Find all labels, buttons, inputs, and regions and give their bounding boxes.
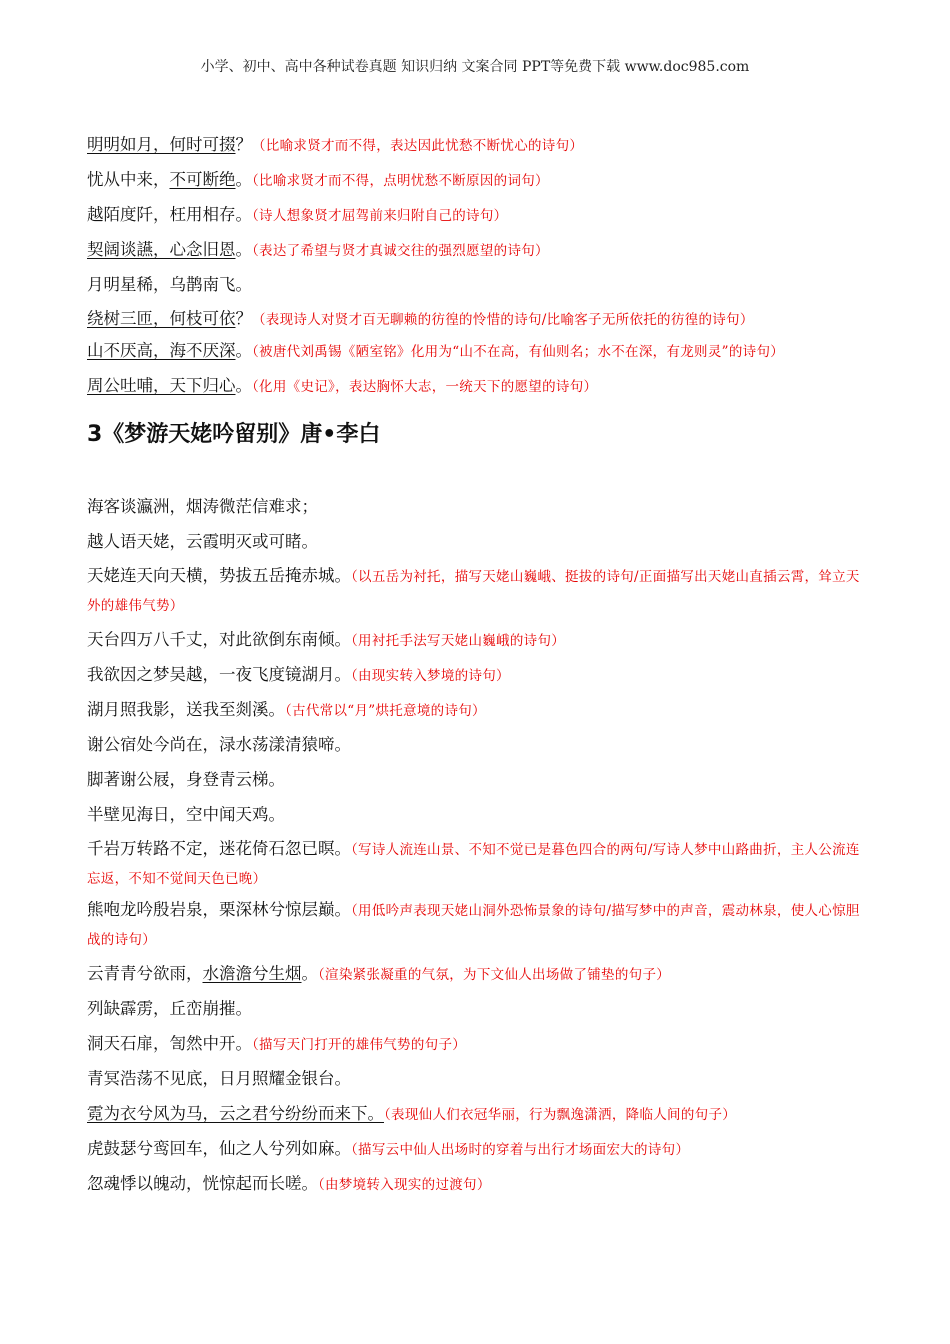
verse-text: 谢公宿处今尚在，渌水荡漾清猿啼。 — [87, 735, 351, 754]
poem-line — [87, 798, 867, 833]
verse-text: 青冥浩荡不见底，日月照耀金银台。 — [87, 1069, 351, 1088]
poem-line — [87, 490, 867, 525]
page-header: 小学、初中、高中各种试卷真题 知识归纳 文案合同 PPT等免费下载 www.doc985.com — [200, 59, 750, 75]
poem-line — [87, 1167, 867, 1202]
annotation: （比喻求贤才而不得，点明忧愁不断原因的词句） — [252, 173, 549, 189]
verse-text: 洞天石扉，訇然中开。 — [87, 1034, 252, 1053]
poem-line — [87, 623, 867, 658]
verse-text: 。 — [235, 376, 252, 395]
poem-line — [87, 369, 867, 404]
annotation: （由现实转入梦境的诗句） — [351, 668, 510, 684]
verse-text: 忽魂悸以魄动，恍惊起而长嗟。 — [87, 1174, 318, 1193]
annotation: （古代常以“月”烘托意境的诗句） — [285, 703, 486, 719]
verse-text: 。 — [301, 964, 318, 983]
underlined-text: 霓为衣兮风为马，云之君兮纷纷而来下。 — [87, 1104, 384, 1123]
annotation: （用低吟声表现天姥山洞外恐怖景象的诗句/描写梦中的声音，震动林泉，使人心惊胆战的诗句） — [87, 903, 860, 948]
annotation: （写诗人流连山景、不知不觉已是暮色四合的两句/写诗人梦中山路曲折，主人公流连忘返，不知不觉间天色已晚） — [87, 842, 860, 887]
poem-line — [87, 305, 867, 334]
verse-text: 熊咆龙吟殷岩泉，栗深林兮惊层巅。 — [87, 900, 351, 919]
verse-text: 越陌度阡，枉用相存。 — [87, 205, 252, 224]
underlined-text: 绕树三匝，何枝可依 — [87, 309, 236, 328]
poem-line — [87, 957, 867, 992]
poem-line — [87, 163, 867, 198]
section-title: 3《梦游天姥吟留别》唐•李白 — [87, 422, 381, 447]
poem-line — [87, 658, 867, 693]
annotation: （化用《史记》，表达胸怀大志，一统天下的愿望的诗句） — [252, 379, 598, 395]
verse-text: ？ — [235, 309, 252, 328]
verse-text: 湖月照我影，送我至剡溪。 — [87, 700, 285, 719]
poem-line — [87, 198, 867, 233]
poem-line — [87, 525, 867, 560]
poem-line — [87, 693, 867, 728]
poem-section-1 — [87, 128, 867, 404]
verse-text: 海客谈瀛洲，烟涛微茫信难求； — [87, 497, 318, 516]
verse-text: 虎鼓瑟兮鸾回车，仙之人兮列如麻。 — [87, 1139, 351, 1158]
poem-line — [87, 1027, 867, 1062]
verse-text: 天姥连天向天横，势拔五岳掩赤城。 — [87, 566, 351, 585]
annotation: （用衬托手法写天姥山巍峨的诗句） — [351, 633, 566, 649]
poem-line — [87, 562, 867, 620]
annotation: （表达了希望与贤才真诚交往的强烈愿望的诗句） — [252, 243, 549, 259]
poem-line — [87, 1097, 867, 1132]
verse-text: 。 — [235, 240, 252, 259]
poem-line — [87, 992, 867, 1027]
verse-text: 。 — [235, 170, 252, 189]
poem-line — [87, 268, 867, 303]
poem-line — [87, 763, 867, 798]
verse-text: 月明星稀，乌鹊南飞。 — [87, 275, 252, 294]
poem-line — [87, 1132, 867, 1167]
annotation: （渲染紧张凝重的气氛，为下文仙人出场做了铺垫的句子） — [318, 967, 671, 983]
annotation: （由梦境转入现实的过渡句） — [318, 1177, 491, 1193]
annotation: （被唐代刘禹锡《陋室铭》化用为“山不在高，有仙则名；水不在深，有龙则灵”的诗句） — [252, 344, 785, 360]
verse-text: 。 — [235, 341, 252, 360]
annotation: （描写云中仙人出场时的穿着与出行才场面宏大的诗句） — [351, 1142, 690, 1158]
poem-section-2 — [87, 490, 867, 1202]
annotation: （描写天门打开的雄伟气势的句子） — [252, 1037, 467, 1053]
underlined-text: 水澹澹兮生烟 — [202, 964, 302, 983]
annotation: （表现仙人们衣冠华丽，行为飘逸潇洒，降临人间的句子） — [384, 1107, 737, 1123]
underlined-text: 明明如月，何时可掇 — [87, 135, 236, 154]
poem-line — [87, 728, 867, 763]
poem-line — [87, 233, 867, 268]
document-body — [87, 128, 867, 1202]
verse-text: 云青青兮欲雨， — [87, 964, 203, 983]
annotation: （以五岳为衬托，描写天姥山巍峨、挺拔的诗句/正面描写出天姥山直插云霄，耸立天外的雄伟气势） — [87, 569, 860, 614]
verse-text: 脚著谢公屐，身登青云梯。 — [87, 770, 285, 789]
underlined-text: 不可断绝 — [169, 170, 236, 189]
poem-line — [87, 1062, 867, 1097]
underlined-text: 山不厌高，海不厌深 — [87, 341, 236, 360]
underlined-text: 契阔谈讌，心念旧恩 — [87, 240, 236, 259]
annotation: （表现诗人对贤才百无聊赖的彷徨的怜惜的诗句/比喻客子无所依托的彷徨的诗句） — [252, 312, 754, 328]
poem-line — [87, 896, 867, 954]
poem-line — [87, 128, 867, 163]
poem-line — [87, 337, 867, 366]
verse-text: 忧从中来， — [87, 170, 170, 189]
verse-text: ？ — [235, 135, 252, 154]
verse-text: 天台四万八千丈，对此欲倒东南倾。 — [87, 630, 351, 649]
verse-text: 列缺霹雳，丘峦崩摧。 — [87, 999, 252, 1018]
verse-text: 越人语天姥，云霞明灭或可睹。 — [87, 532, 318, 551]
verse-text: 我欲因之梦吴越，一夜飞度镜湖月。 — [87, 665, 351, 684]
annotation: （比喻求贤才而不得，表达因此忧愁不断忧心的诗句） — [252, 138, 584, 154]
underlined-text: 周公吐哺，天下归心 — [87, 376, 236, 395]
poem-line — [87, 835, 867, 893]
annotation: （诗人想象贤才屈驾前来归附自己的诗句） — [252, 208, 508, 224]
verse-text: 千岩万转路不定，迷花倚石忽已暝。 — [87, 839, 351, 858]
verse-text: 半壁见海日，空中闻天鸡。 — [87, 805, 285, 824]
